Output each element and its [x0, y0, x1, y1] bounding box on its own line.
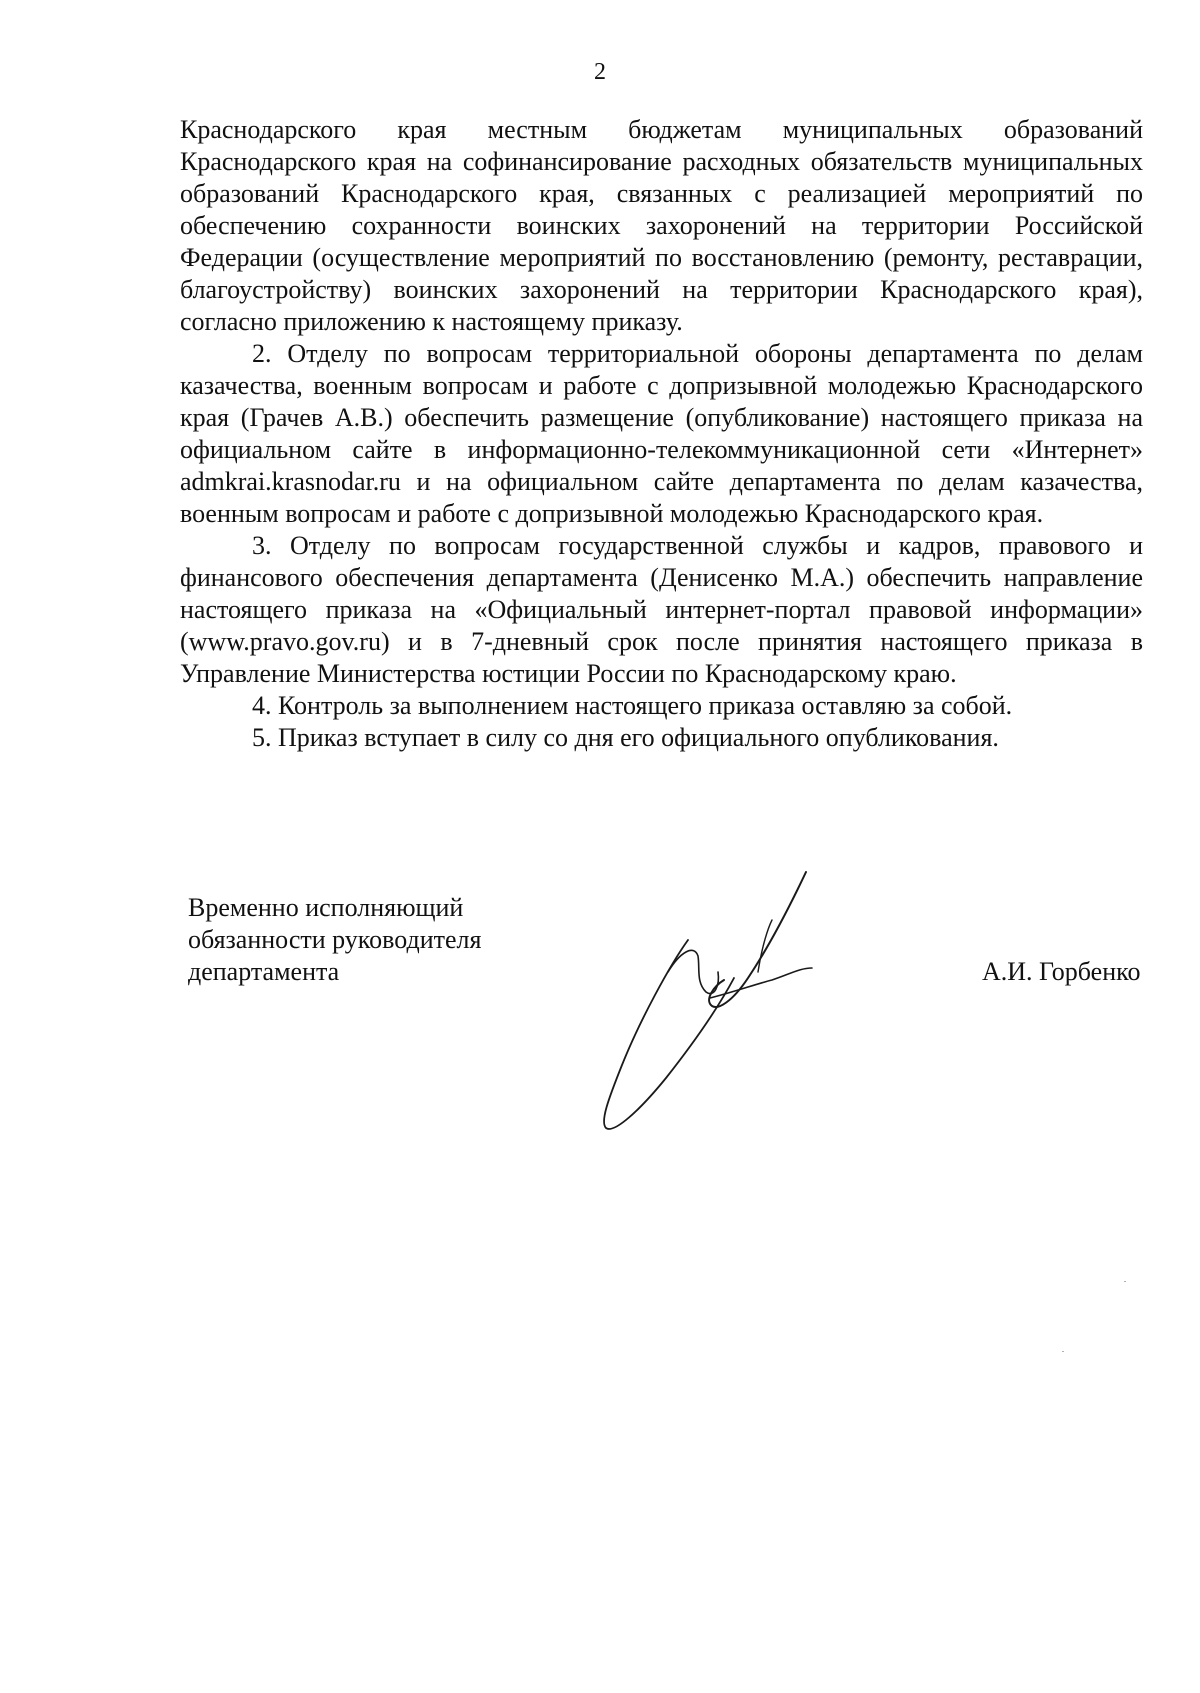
handwritten-signature	[600, 860, 880, 1140]
paragraph-item-3: 3. Отделу по вопросам государственной службы и кадров, правового и финансового обеспечения департамента (Денисенко М.А.) обеспечить направление настоящего приказа на «Официальный интернет-портал правовой информации» (www.pravo.gov.ru) и в 7-дневный срок после принятия настоящего приказа в Управление Министерства юстиции России по Краснодарскому краю.	[180, 531, 1143, 688]
signatory-title-line: обязанности руководителя	[188, 925, 482, 954]
scan-speck	[1062, 1351, 1064, 1352]
page-number: 2	[594, 59, 606, 85]
order-body	[180, 114, 1143, 754]
scan-speck	[1124, 1281, 1126, 1282]
paragraph-item-4: 4. Контроль за выполнением настоящего приказа оставляю за собой.	[252, 691, 1013, 720]
signatory-title-line: департамента	[188, 957, 340, 986]
signatory-title	[188, 892, 528, 988]
paragraph-item-5: 5. Приказ вступает в силу со дня его официального опубликования.	[252, 723, 999, 752]
paragraph-continuation: Краснодарского края местным бюджетам муниципальных образований Краснодарского края на софинансирование расходных обязательств муниципальных образований Краснодарского края, связанных с реализацией мероприятий по обеспечению сохранности воинских захоронений на территории Российской Федерации (осуществление мероприятий по восстановлению (ремонту, реставрации, благоустройству) воинских захоронений на территории Краснодарского края), согласно приложению к настоящему приказу.	[180, 115, 1143, 336]
signatory-title-line: Временно исполняющий	[188, 893, 464, 922]
paragraph-item-2: 2. Отделу по вопросам территориальной обороны департамента по делам казачества, военным вопросам и работе с допризывной молодежью Краснодарского края (Грачев А.В.) обеспечить размещение (опубликование) настоящего приказа на официальном сайте в информационно-телекоммуникационной сети «Интернет» admkrai.krasnodar.ru и на официальном сайте департамента по делам казачества, военным вопросам и работе с допризывной молодежью Краснодарского края.	[180, 339, 1143, 528]
signatory-name: А.И. Горбенко	[982, 957, 1141, 986]
